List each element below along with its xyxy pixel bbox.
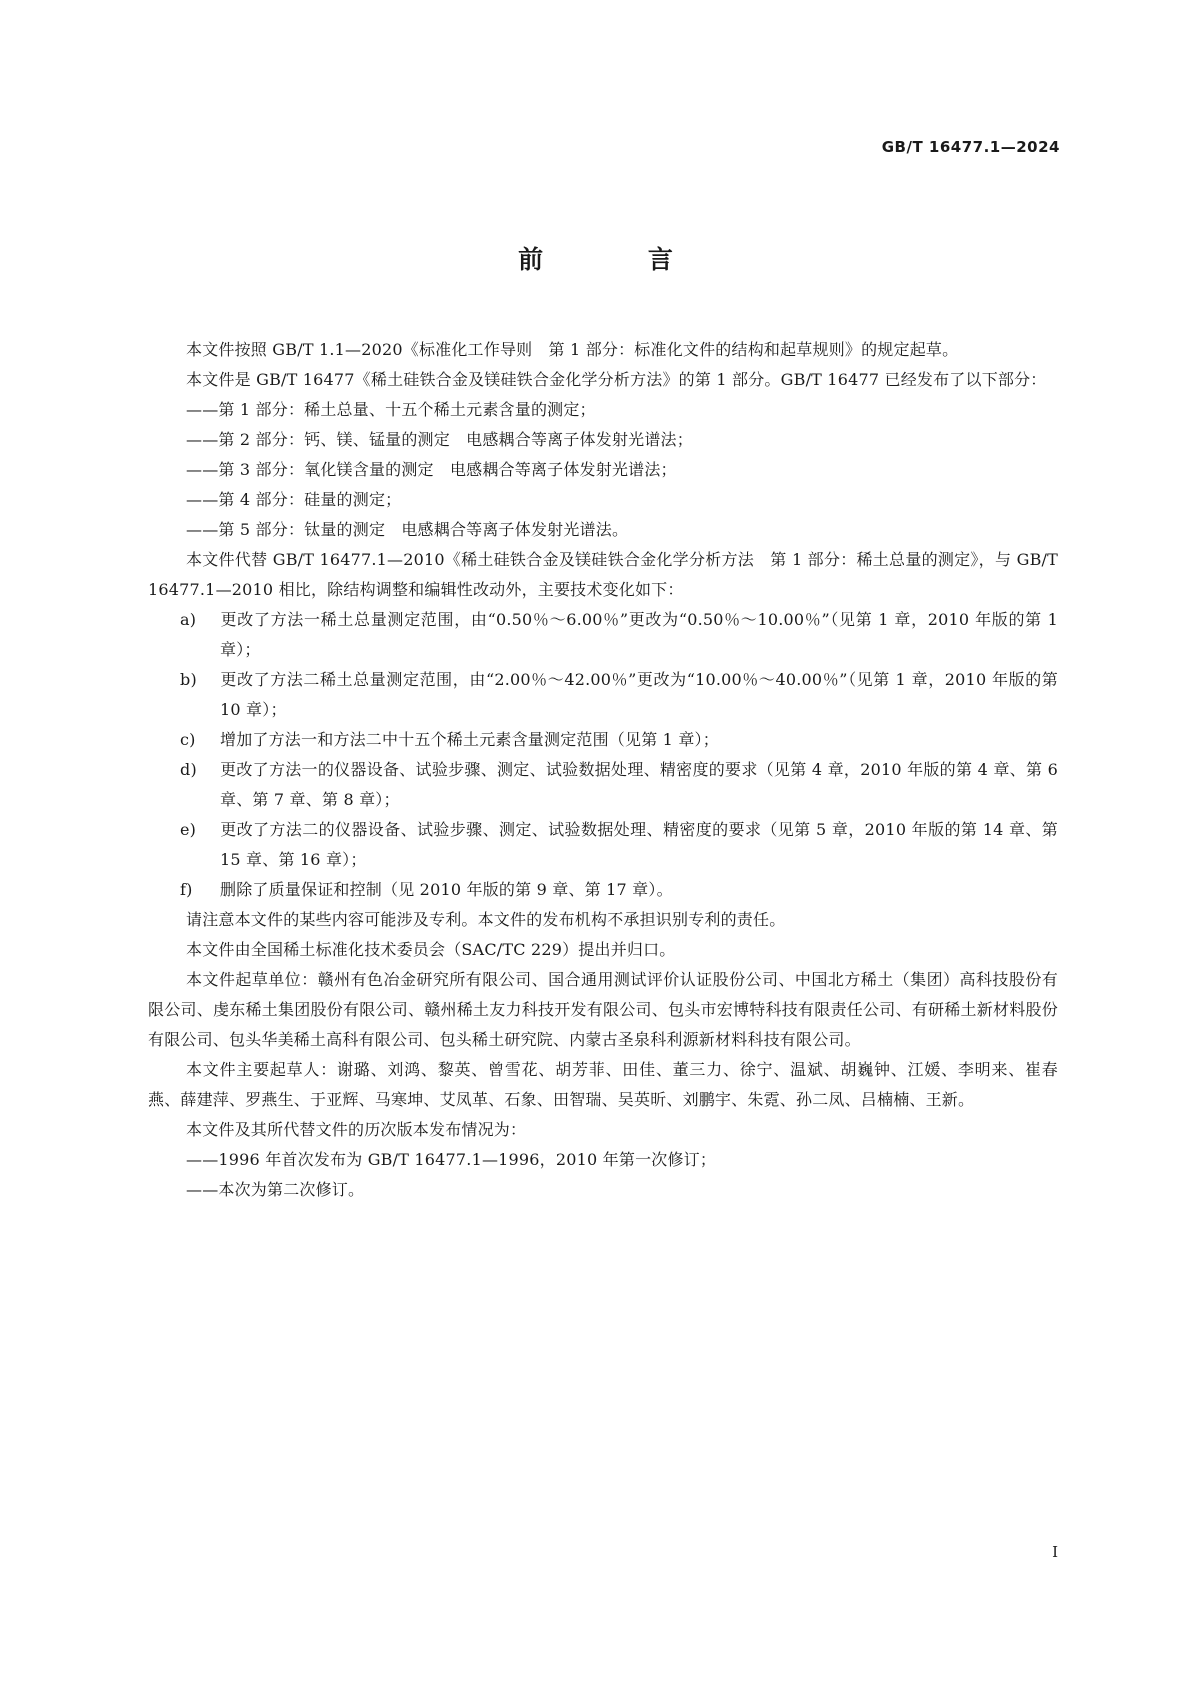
list-item: ——第 2 部分：钙、镁、锰量的测定 电感耦合等离子体发射光谱法； bbox=[186, 430, 693, 449]
list-item: ——1996 年首次发布为 GB/T 16477.1—1996，2010 年第一次修订； bbox=[186, 1150, 717, 1169]
change-item bbox=[148, 665, 1058, 725]
change-item bbox=[148, 755, 1058, 815]
change-text: 更改了方法一稀土总量测定范围，由“0.50％～6.00％”更改为“0.50％～10.00％”（见第 1 章，2010 年版的第 1 章）； bbox=[220, 610, 1058, 659]
change-text: 增加了方法一和方法二中十五个稀土元素含量测定范围（见第 1 章）； bbox=[220, 730, 719, 749]
page-number: I bbox=[1052, 1543, 1058, 1561]
paragraph: 本文件代替 GB/T 16477.1—2010《稀土硅铁合金及镁硅铁合金化学分析方法 第 1 部分：稀土总量的测定》，与 GB/T 16477.1—2010 相比，除结构调整和编辑性改动外，主要技术变化如下： bbox=[148, 550, 1058, 599]
paragraph: 本文件由全国稀土标准化技术委员会（SAC/TC 229）提出并归口。 bbox=[186, 940, 676, 959]
list-item: ——第 1 部分：稀土总量、十五个稀土元素含量的测定； bbox=[186, 400, 596, 419]
change-item bbox=[148, 815, 1058, 875]
change-text: 更改了方法一的仪器设备、试验步骤、测定、试验数据处理、精密度的要求（见第 4 章，2010 年版的第 4 章、第 6 章、第 7 章、第 8 章）； bbox=[220, 760, 1058, 809]
paragraph: 本文件是 GB/T 16477《稀土硅铁合金及镁硅铁合金化学分析方法》的第 1 部分。GB/T 16477 已经发布了以下部分： bbox=[186, 370, 1047, 389]
change-text: 删除了质量保证和控制（见 2010 年版的第 9 章、第 17 章）。 bbox=[220, 880, 673, 899]
paragraph: 请注意本文件的某些内容可能涉及专利。本文件的发布机构不承担识别专利的责任。 bbox=[186, 910, 786, 929]
standard-code: GB/T 16477.1—2024 bbox=[881, 138, 1060, 156]
paragraph: 本文件起草单位：赣州有色冶金研究所有限公司、国合通用测试评价认证股份公司、中国北方稀土（集团）高科技股份有限公司、虔东稀土集团股份有限公司、赣州稀土友力科技开发有限公司、包头市宏博特科技有限责任公司、有研稀土新材料股份有限公司、包头华美稀土高科有限公司、包头稀土研究院、内蒙古圣泉科利源新材料科技有限公司。 bbox=[148, 970, 1058, 1049]
paragraph: 本文件按照 GB/T 1.1—2020《标准化工作导则 第 1 部分：标准化文件的结构和起草规则》的规定起草。 bbox=[186, 340, 959, 359]
change-label: d) bbox=[180, 760, 197, 779]
change-label: c) bbox=[180, 730, 196, 749]
list-item: ——第 3 部分：氧化镁含量的测定 电感耦合等离子体发射光谱法； bbox=[186, 460, 677, 479]
change-item bbox=[148, 875, 1058, 905]
change-text: 更改了方法二的仪器设备、试验步骤、测定、试验数据处理、精密度的要求（见第 5 章，2010 年版的第 14 章、第 15 章、第 16 章）； bbox=[220, 820, 1058, 869]
change-label: b) bbox=[180, 670, 197, 689]
change-label: e) bbox=[180, 820, 197, 839]
change-label: a) bbox=[180, 610, 197, 629]
change-text: 更改了方法二稀土总量测定范围，由“2.00％～42.00％”更改为“10.00％～40.00％”（见第 1 章，2010 年版的第 10 章）； bbox=[220, 670, 1058, 719]
change-label: f) bbox=[180, 880, 193, 899]
list-item: ——第 5 部分：钛量的测定 电感耦合等离子体发射光谱法。 bbox=[186, 520, 629, 539]
page-title: 前 言 bbox=[518, 245, 721, 274]
change-item bbox=[148, 725, 1058, 755]
document-body bbox=[148, 335, 1058, 1205]
change-item bbox=[148, 605, 1058, 665]
list-item: ——第 4 部分：硅量的测定； bbox=[186, 490, 402, 509]
paragraph: 本文件主要起草人：谢璐、刘鸿、黎英、曾雪花、胡芳菲、田佳、董三力、徐宁、温斌、胡巍钟、江媛、李明来、崔春燕、薛建萍、罗燕生、于亚辉、马寒坤、艾凤革、石象、田智瑞、吴英昕、刘鹏宇、朱霓、孙二凤、吕楠楠、王新。 bbox=[148, 1060, 1058, 1109]
list-item: ——本次为第二次修订。 bbox=[186, 1180, 365, 1199]
paragraph: 本文件及其所代替文件的历次版本发布情况为： bbox=[186, 1120, 527, 1139]
